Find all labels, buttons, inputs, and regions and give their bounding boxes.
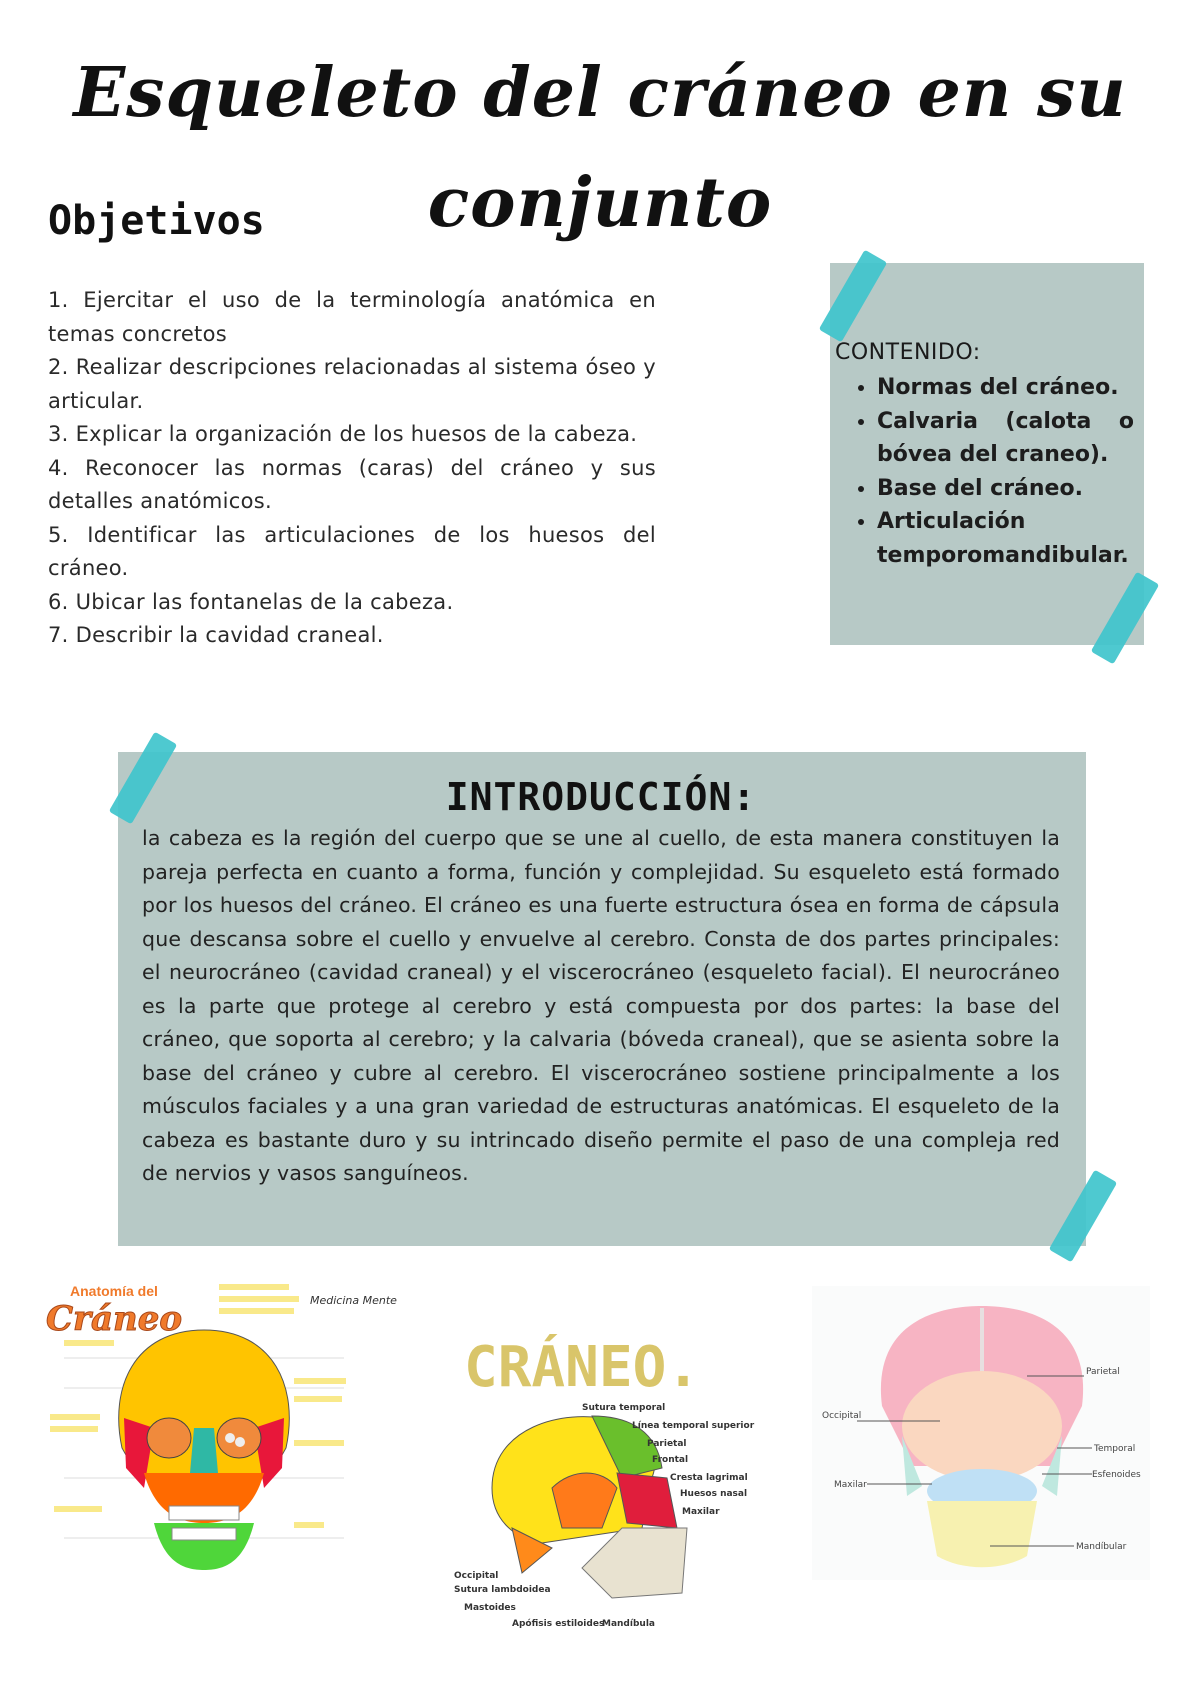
contents-item: • Calvaria (calota o bóvea del craneo). (877, 405, 1134, 472)
fig2-label: Huesos nasal (680, 1489, 748, 1499)
figure-skull-anterior (44, 1278, 397, 1578)
objective-item: 6. Ubicar las fontanelas de la cabeza. (48, 589, 454, 614)
fig1-brand: Medicina Mente (310, 1294, 397, 1307)
objective-item: 2. Realizar descripciones relacionadas al sistema óseo y articular. (48, 355, 656, 413)
fig2-label: Cresta lagrimal (670, 1473, 748, 1483)
figure-skull-lateral (452, 1328, 755, 1638)
fig2-label: Mastoides (464, 1603, 516, 1613)
fig2-label: Maxilar (682, 1507, 720, 1517)
objective-item: 1. Ejercitar el uso de la terminología anatómica en temas concretos (48, 288, 656, 346)
fig3-label: Occipital (822, 1411, 862, 1421)
fig1-title-small: Anatomía del (70, 1283, 158, 1299)
fig3-label: Parietal (1086, 1367, 1120, 1377)
introduction-box (118, 752, 1086, 1246)
fig3-label: Temporal (1094, 1444, 1136, 1454)
fig2-label: Sutura lambdoidea (454, 1585, 551, 1595)
introduction-heading: INTRODUCCIÓN: (445, 775, 757, 819)
introduction-text: la cabeza es la región del cuerpo que se une al cuello, de esta manera constituyen la pareja perfecta en cuanto a forma, función y complejidad. Su esqueleto está formado por los huesos del cráneo. El cráneo es una fuerte estructura ósea en forma de cápsula que descansa sobre el cuello y envuelve al cerebro. Consta de dos partes principales: el neurocráneo (cavidad craneal) y el viscerocráneo (esqueleto facial). El neurocráneo es la parte que protege al cerebro y está compuesta por dos partes: la base del cráneo, que soporta al cerebro; y la calvaria (bóveda craneal), que se asienta sobre la base del cráneo y cubre al cerebro. El viscerocráneo sostiene principalmente a los músculos faciales y a una gran variedad de estructuras anatómicas. El esqueleto de la cabeza es bastante duro y su intrincado diseño permite el paso de una compleja red de nervios y vasos sanguíneos. (142, 826, 1060, 1185)
objective-item: 7. Describir la cavidad craneal. (48, 623, 384, 647)
fig1-title-big: Cráneo (46, 1299, 183, 1339)
fig3-label: Maxilar (834, 1480, 867, 1490)
objective-item: 3. Explicar la organización de los huesos de la cabeza. (48, 422, 638, 446)
fig2-label: Occipital (454, 1571, 499, 1581)
objective-item: 4. Reconocer las normas (caras) del cráneo y sus detalles anatómicos. (48, 455, 656, 513)
fig2-label: Frontal (652, 1455, 689, 1465)
objective-item: 5. Identificar las articulaciones de los huesos del cráneo. (48, 522, 656, 580)
figure-skull-posterior (812, 1286, 1150, 1580)
objectives-heading: Objetivos (48, 198, 265, 244)
skull-posterior-illustration (812, 1286, 1150, 1580)
objectives-list (48, 284, 656, 653)
fig2-label: Parietal (647, 1439, 687, 1449)
page-title: Esqueleto del cráneo en su conjunto (73, 53, 1127, 243)
contents-item: • Base del cráneo. (877, 472, 1134, 506)
fig2-title: CRÁNEO. (464, 1335, 701, 1400)
fig3-label: Esfenoides (1092, 1470, 1141, 1480)
contents-item: • Normas del cráneo. (877, 371, 1134, 405)
fig2-label: Apófisis estiloides (512, 1619, 605, 1629)
fig2-label: Mandíbula (602, 1619, 655, 1629)
fig2-label: Sutura temporal (582, 1403, 666, 1413)
contents-list (835, 371, 1134, 572)
fig3-label: Mandíbular (1076, 1542, 1127, 1552)
contents-heading: CONTENIDO: (835, 340, 981, 365)
contents-box (830, 263, 1144, 645)
fig2-label: Línea temporal superior (632, 1421, 755, 1431)
contents-item: • Articulación temporomandibular. (877, 505, 1134, 572)
skull-anterior-illustration (44, 1278, 397, 1578)
skull-lateral-illustration (452, 1328, 755, 1638)
